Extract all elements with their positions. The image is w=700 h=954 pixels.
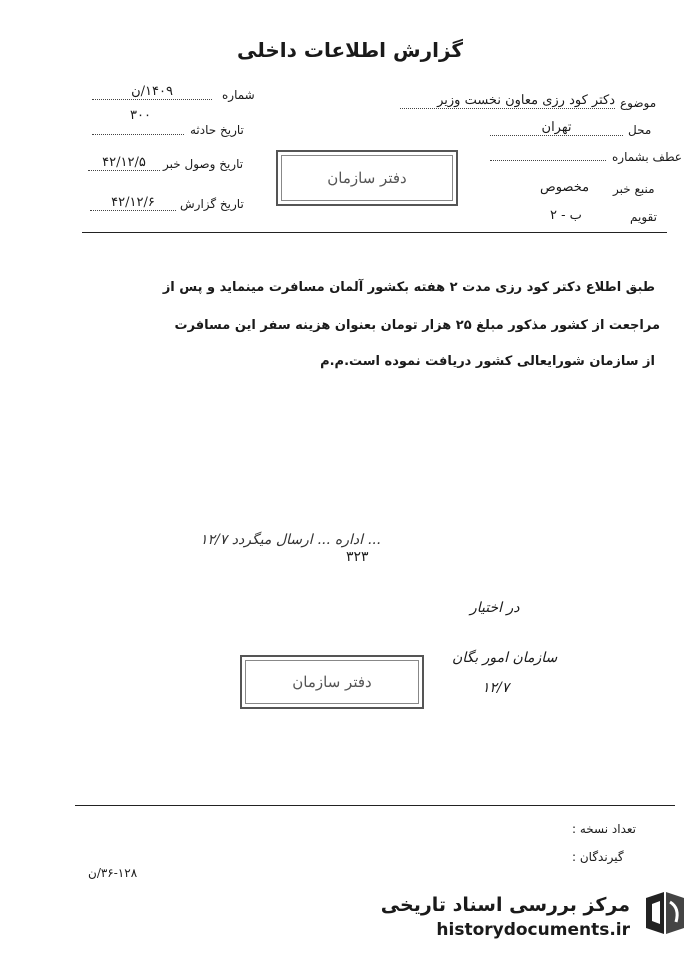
body-line-2: مراجعت از کشور مذکور مبلغ ۲۵ هزار تومان بعنوان هزینه سفر این مسافرت xyxy=(174,318,660,333)
number-sub-value: ۳۰۰ xyxy=(130,108,151,123)
event-date-label: تاریخ حادثه xyxy=(190,123,244,137)
event-date-line xyxy=(92,134,184,135)
body-line-1: طبق اطلاع دکتر کود رزی مدت ۲ هفته بکشور آلمان مسافرت مینماید و پس از xyxy=(162,280,655,295)
handwritten-date: ۱۲/۷ xyxy=(482,680,510,696)
office-stamp-top xyxy=(276,150,458,206)
report-date-value: ۴۲/۱۲/۶ xyxy=(90,195,176,211)
reference-line xyxy=(490,160,606,161)
report-date-label: تاریخ گزارش xyxy=(180,197,244,211)
subject-label: موضوع xyxy=(620,96,657,110)
recipients-label: گیرندگان : xyxy=(572,850,624,864)
watermark-url: historydocuments.ir xyxy=(436,920,630,940)
source-label: منبع خبر xyxy=(613,182,655,196)
copies-label: تعداد نسخه : xyxy=(572,822,637,836)
place-label: محل xyxy=(628,123,652,137)
footer-divider xyxy=(75,805,675,806)
place-value: تهران xyxy=(490,120,623,136)
page-title: گزارش اطلاعات داخلی xyxy=(236,38,464,62)
referral-note: ... اداره ... ارسال میگردد ۱۲/۷ xyxy=(200,532,381,548)
evaluation-value: ب - ۲ xyxy=(550,208,582,223)
receipt-date-value: ۴۲/۱۲/۵ xyxy=(88,155,160,171)
handwritten-note-1: در اختیار xyxy=(470,600,520,616)
stamp-text: دفتر سازمان xyxy=(292,673,372,691)
number-value: ۱۴۰۹/ن xyxy=(92,84,212,100)
watermark-title: مرکز بررسی اسناد تاریخی xyxy=(380,894,630,916)
document-code: ۳۶-۱۲۸/ن xyxy=(88,866,138,880)
archive-logo-icon xyxy=(642,888,688,940)
office-stamp-bottom xyxy=(240,655,424,709)
handwritten-note-2: سازمان امور بگان xyxy=(452,650,558,666)
number-label: شماره xyxy=(222,88,255,102)
referral-number: ۳۲۳ xyxy=(346,549,369,565)
stamp-text: دفتر سازمان xyxy=(327,169,407,187)
reference-label: عطف بشماره xyxy=(612,150,682,164)
evaluation-label: تقویم xyxy=(630,210,657,224)
body-line-3: از سازمان شورایعالی کشور دریافت نموده است.م.م xyxy=(320,354,655,369)
receipt-date-label: تاریخ وصول خبر xyxy=(163,157,244,171)
header-divider xyxy=(82,232,667,233)
subject-value: دکتر کود رزی معاون نخست وزیر xyxy=(400,93,615,109)
source-value: مخصوص xyxy=(540,180,590,195)
